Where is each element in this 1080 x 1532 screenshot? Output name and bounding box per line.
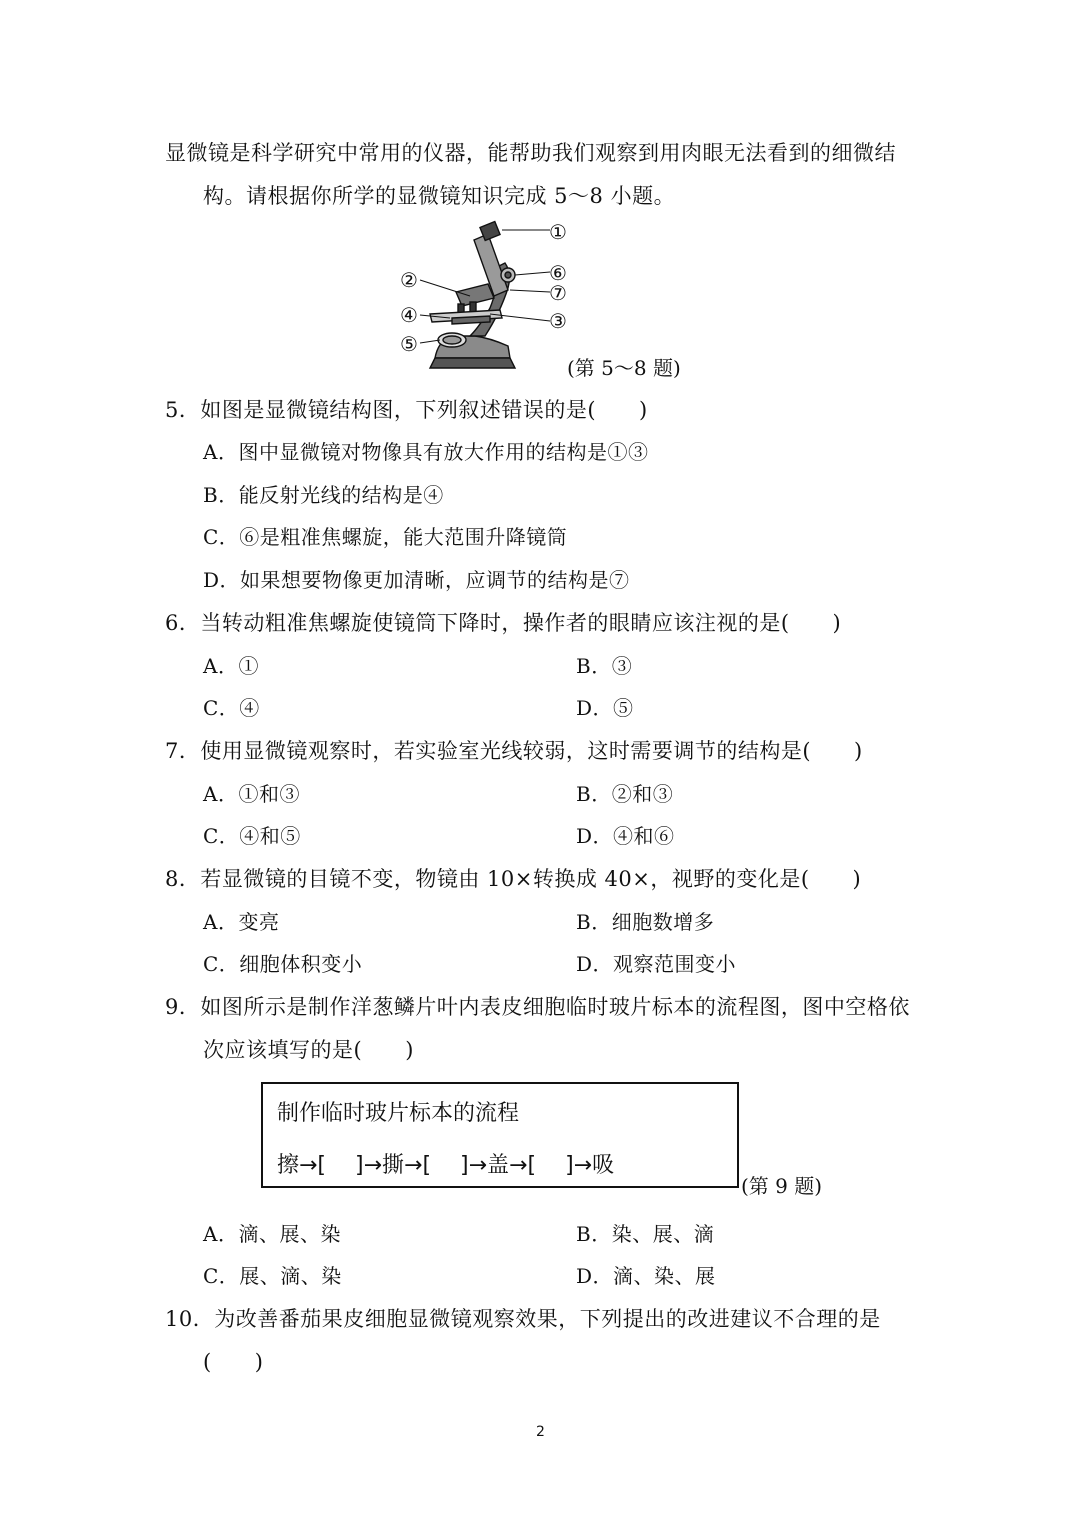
q7-option-a: A．①和③	[203, 782, 300, 806]
flowchart-title: 制作临时玻片标本的流程	[277, 1101, 520, 1126]
q6-option-d: D．⑤	[576, 696, 634, 720]
intro-line-1: 显微镜是科学研究中常用的仪器，能帮助我们观察到用肉眼无法看到的细微结	[165, 141, 896, 165]
label-1: ①	[549, 220, 567, 244]
q10-stem-line-2: ( )	[203, 1350, 264, 1374]
q6-option-c: C．④	[203, 696, 260, 720]
q9-option-c: C．展、滴、染	[203, 1264, 342, 1288]
q5-stem: 5．如图是显微镜结构图，下列叙述错误的是( )	[165, 398, 648, 422]
figure1-caption: (第 5～8 题)	[567, 356, 681, 380]
label-4: ④	[400, 303, 418, 327]
q7-stem: 7．使用显微镜观察时，若实验室光线较弱，这时需要调节的结构是( )	[165, 739, 863, 763]
label-7: ⑦	[549, 281, 567, 305]
q8-stem: 8．若显微镜的目镜不变，物镜由 10×转换成 40×，视野的变化是( )	[165, 867, 862, 891]
flowchart-box	[261, 1082, 739, 1188]
label-5: ⑤	[400, 332, 418, 356]
intro-line-2: 构。请根据你所学的显微镜知识完成 5～8 小题。	[203, 184, 676, 208]
q5-option-d: D．如果想要物像更加清晰，应调节的结构是⑦	[203, 568, 630, 592]
flowchart-steps: 擦→[ ]→撕→[ ]→盖→[ ]→吸	[277, 1153, 615, 1178]
q9-option-d: D．滴、染、展	[576, 1264, 716, 1288]
q7-option-c: C．④和⑤	[203, 824, 301, 848]
q10-stem-line-1: 10．为改善番茄果皮细胞显微镜观察效果，下列提出的改进建议不合理的是	[165, 1307, 881, 1331]
label-3: ③	[549, 309, 567, 333]
q8-option-c: C．细胞体积变小	[203, 952, 363, 976]
label-6: ⑥	[549, 261, 567, 285]
page-number: 2	[536, 1424, 545, 1440]
q6-option-b: B．③	[576, 654, 633, 678]
q8-option-b: B．细胞数增多	[576, 910, 715, 934]
q7-option-d: D．④和⑥	[576, 824, 675, 848]
q8-option-a: A．变亮	[203, 910, 280, 934]
q6-option-a: A．①	[203, 654, 259, 678]
q8-option-d: D．观察范围变小	[576, 952, 737, 976]
q9-stem-line-2: 次应该填写的是( )	[203, 1038, 414, 1062]
q9-option-a: A．滴、展、染	[203, 1222, 341, 1246]
q7-option-b: B．②和③	[576, 782, 674, 806]
figure2-caption: (第 9 题)	[741, 1174, 823, 1198]
q5-option-a: A．图中显微镜对物像具有放大作用的结构是①③	[203, 440, 649, 464]
label-2: ②	[400, 268, 418, 292]
q5-option-b: B．能反射光线的结构是④	[203, 483, 444, 507]
q6-stem: 6．当转动粗准焦螺旋使镜筒下降时，操作者的眼睛应该注视的是( )	[165, 611, 842, 635]
q9-option-b: B．染、展、滴	[576, 1222, 715, 1246]
q5-option-c: C．⑥是粗准焦螺旋，能大范围升降镜筒	[203, 525, 568, 549]
q9-stem-line-1: 9．如图所示是制作洋葱鳞片叶内表皮细胞临时玻片标本的流程图，图中空格依	[165, 995, 910, 1019]
